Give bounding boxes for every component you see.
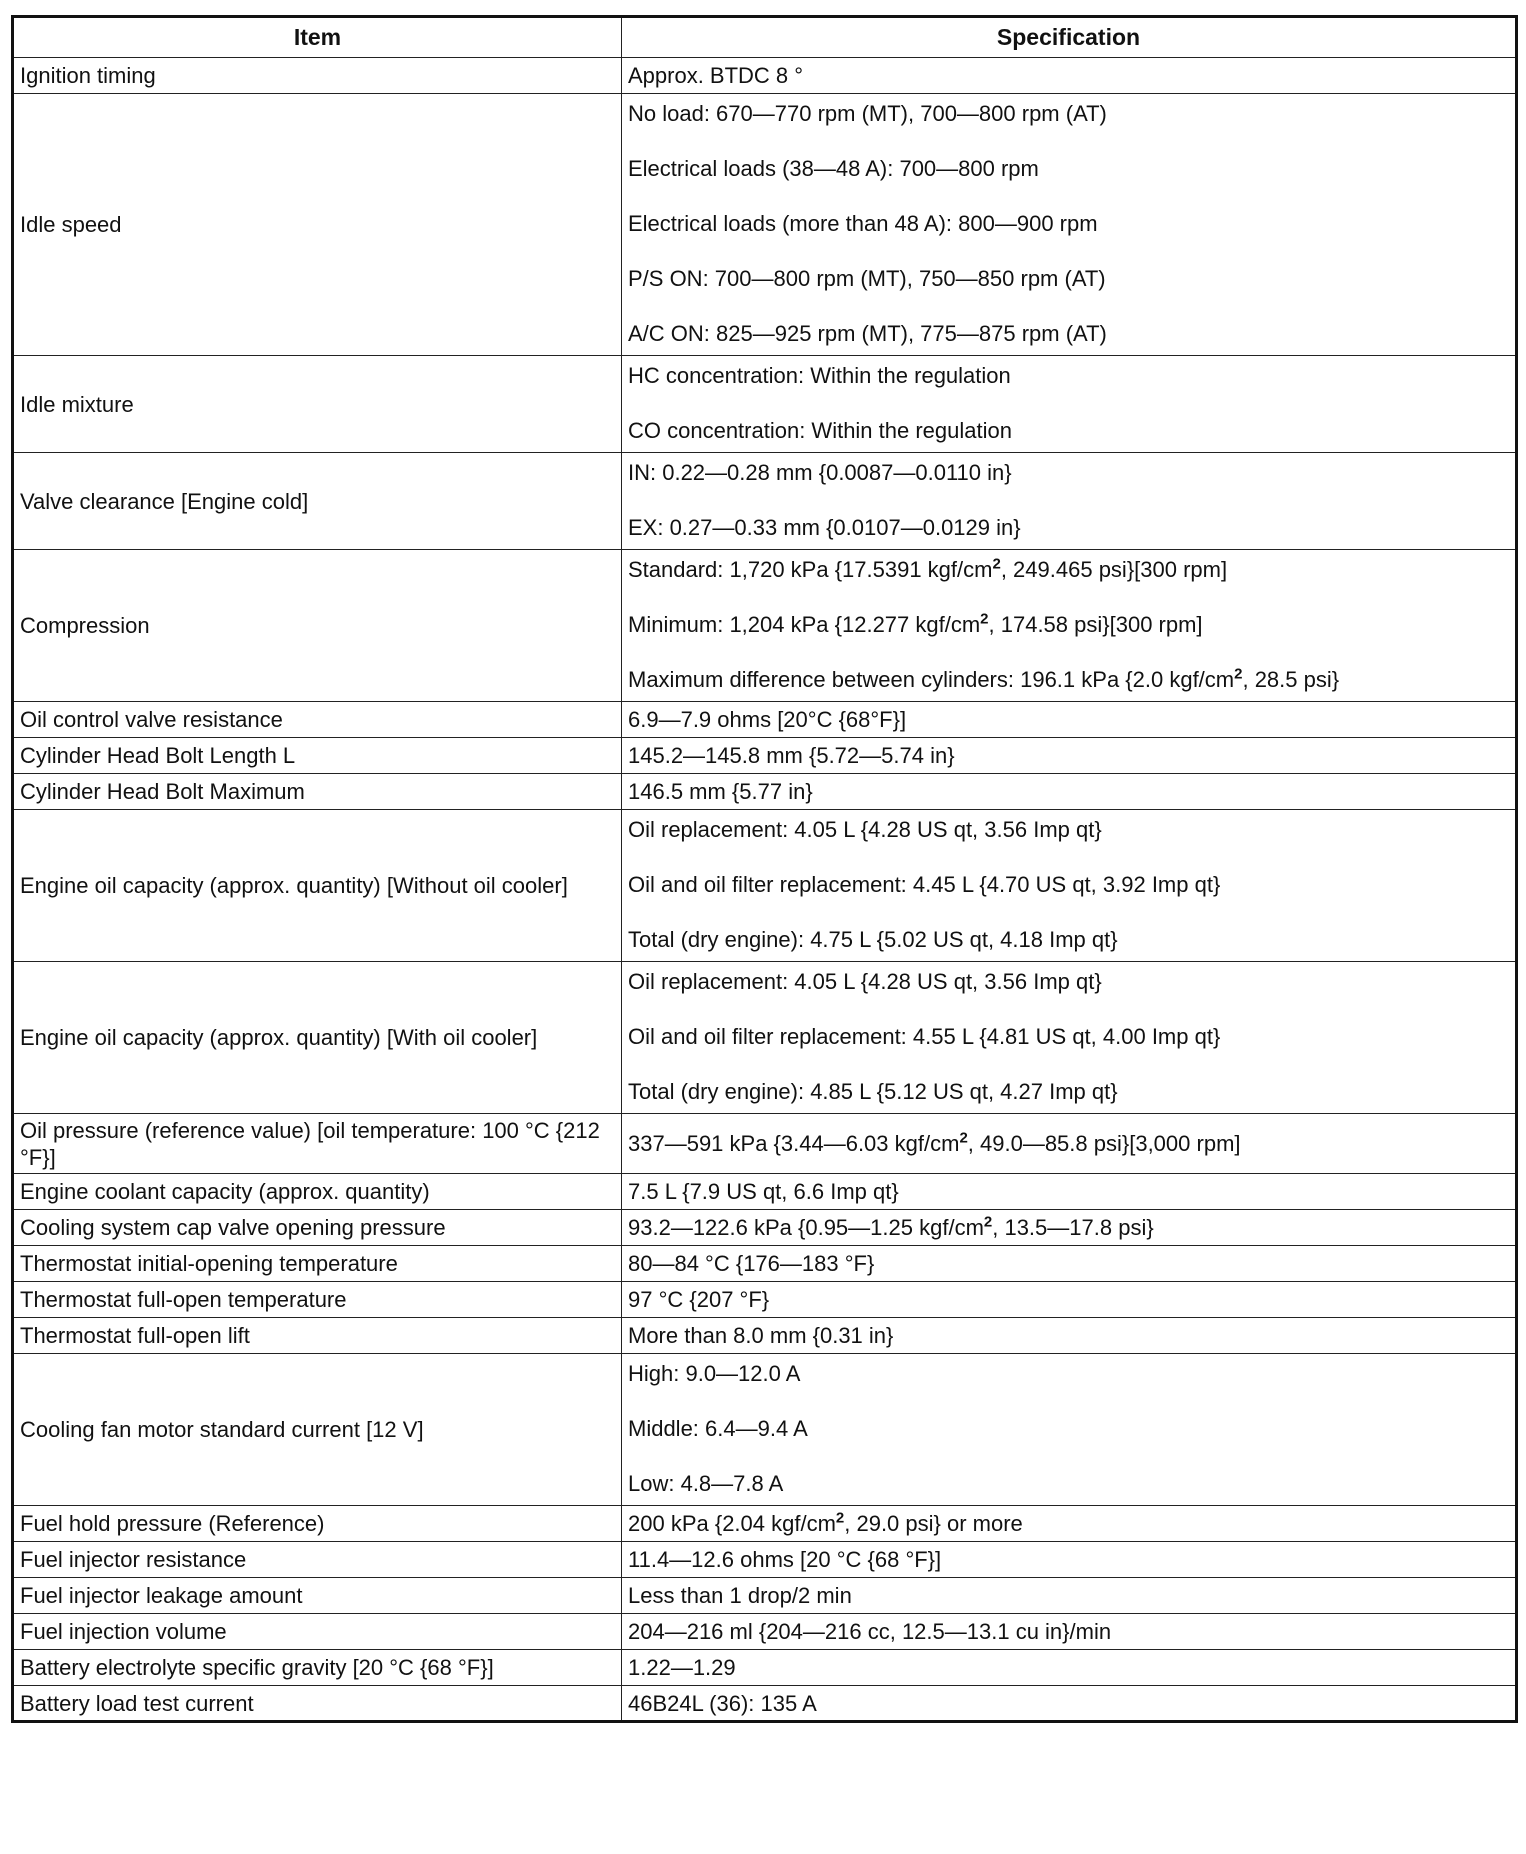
- item-cell: Cooling fan motor standard current [12 V]: [13, 1354, 622, 1506]
- table-row: [13, 1354, 1517, 1506]
- spec-line: [628, 660, 1509, 701]
- spec-line: Total (dry engine): 4.85 L {5.12 US qt, 4.27 Imp qt}: [628, 1079, 1118, 1104]
- table-row: [13, 1614, 1517, 1650]
- specification-cell: [622, 356, 1517, 453]
- spec-text-pre: 337—591 kPa {3.44—6.03 kgf/cm: [628, 1131, 960, 1156]
- spec-line: 80—84 °C {176—183 °F}: [628, 1251, 875, 1276]
- item-cell: Fuel injector leakage amount: [13, 1578, 622, 1614]
- table-row: [13, 58, 1517, 94]
- spec-line: 7.5 L {7.9 US qt, 6.6 Imp qt}: [628, 1179, 899, 1204]
- table-row: [13, 1506, 1517, 1542]
- spec-text-post: , 249.465 psi}[300 rpm]: [1000, 557, 1228, 582]
- spec-line: 1.22—1.29: [628, 1655, 736, 1680]
- spec-line: Electrical loads (38—48 A): 700—800 rpm: [628, 156, 1039, 181]
- superscript: 2: [835, 1509, 845, 1527]
- spec-text-post: , 28.5 psi}: [1242, 667, 1340, 692]
- spec-text-pre: Minimum: 1,204 kPa {12.277 kgf/cm: [628, 612, 981, 637]
- specification-cell: [622, 1282, 1517, 1318]
- item-cell: Fuel injector resistance: [13, 1542, 622, 1578]
- item-cell: Engine oil capacity (approx. quantity) [Without oil cooler]: [13, 810, 622, 962]
- specification-cell: [622, 1506, 1517, 1542]
- specification-cell: [622, 810, 1517, 962]
- spec-line: P/S ON: 700—800 rpm (MT), 750—850 rpm (AT): [628, 266, 1106, 291]
- specification-cell: [622, 962, 1517, 1114]
- item-cell: Oil control valve resistance: [13, 702, 622, 738]
- spec-line: EX: 0.27—0.33 mm {0.0107—0.0129 in}: [628, 515, 1021, 540]
- specification-cell: [622, 58, 1517, 94]
- item-cell: Thermostat full-open temperature: [13, 1282, 622, 1318]
- spec-line: Electrical loads (more than 48 A): 800—900 rpm: [628, 211, 1098, 236]
- spec-text-post: , 29.0 psi} or more: [844, 1511, 1023, 1536]
- table-row: [13, 550, 1517, 702]
- specification-cell: [622, 1174, 1517, 1210]
- spec-line: 204—216 ml {204—216 cc, 12.5—13.1 cu in}/min: [628, 1619, 1112, 1644]
- specification-cell: [622, 1542, 1517, 1578]
- spec-text-post: , 49.0—85.8 psi}[3,000 rpm]: [967, 1131, 1241, 1156]
- item-cell: Oil pressure (reference value) [oil temperature: 100 °C {212 °F}]: [13, 1114, 622, 1174]
- spec-line: Middle: 6.4—9.4 A: [628, 1416, 808, 1441]
- specification-cell: [622, 1210, 1517, 1246]
- spec-line: [628, 605, 1509, 660]
- superscript: 2: [1234, 665, 1243, 683]
- table-row: [13, 962, 1517, 1114]
- table-row: [13, 356, 1517, 453]
- spec-line: 145.2—145.8 mm {5.72—5.74 in}: [628, 743, 955, 768]
- spec-line: Low: 4.8—7.8 A: [628, 1471, 784, 1496]
- item-cell: Valve clearance [Engine cold]: [13, 453, 622, 550]
- table-row: [13, 94, 1517, 356]
- spec-text-post: , 174.58 psi}[300 rpm]: [988, 612, 1203, 637]
- spec-line: 46B24L (36): 135 A: [628, 1690, 817, 1716]
- table-row: [13, 1282, 1517, 1318]
- spec-text-pre: 200 kPa {2.04 kgf/cm: [628, 1511, 836, 1536]
- specification-cell: [622, 1318, 1517, 1354]
- specification-cell: [622, 774, 1517, 810]
- specification-cell: [622, 738, 1517, 774]
- header-row: [13, 17, 1517, 58]
- table-row: [13, 1686, 1517, 1722]
- item-cell: Battery load test current: [13, 1686, 622, 1722]
- spec-line: HC concentration: Within the regulation: [628, 363, 1011, 388]
- spec-text-post: , 13.5—17.8 psi}: [992, 1215, 1154, 1240]
- superscript: 2: [983, 1213, 993, 1231]
- item-cell: Engine coolant capacity (approx. quantity): [13, 1174, 622, 1210]
- table-row: [13, 1318, 1517, 1354]
- spec-text-pre: 93.2—122.6 kPa {0.95—1.25 kgf/cm: [628, 1215, 984, 1240]
- item-cell: Thermostat initial-opening temperature: [13, 1246, 622, 1282]
- header-item: Item: [13, 17, 622, 58]
- table-row: [13, 1578, 1517, 1614]
- item-cell: Idle mixture: [13, 356, 622, 453]
- specification-cell: [622, 1650, 1517, 1686]
- spec-line: High: 9.0—12.0 A: [628, 1361, 801, 1386]
- specification-cell: [622, 1614, 1517, 1650]
- spec-text-pre: Standard: 1,720 kPa {17.5391 kgf/cm: [628, 557, 993, 582]
- spec-line: CO concentration: Within the regulation: [628, 418, 1012, 443]
- spec-line: IN: 0.22—0.28 mm {0.0087—0.0110 in}: [628, 460, 1012, 485]
- item-cell: Cylinder Head Bolt Length L: [13, 738, 622, 774]
- table-row: [13, 702, 1517, 738]
- specification-cell: [622, 702, 1517, 738]
- specification-cell: [622, 1246, 1517, 1282]
- spec-line: 97 °C {207 °F}: [628, 1287, 770, 1312]
- item-cell: Engine oil capacity (approx. quantity) [With oil cooler]: [13, 962, 622, 1114]
- spec-line: Oil replacement: 4.05 L {4.28 US qt, 3.56 Imp qt}: [628, 817, 1102, 842]
- specification-cell: [622, 94, 1517, 356]
- spec-line: More than 8.0 mm {0.31 in}: [628, 1323, 894, 1348]
- specification-cell: [622, 550, 1517, 702]
- specification-cell: [622, 1354, 1517, 1506]
- spec-line: 146.5 mm {5.77 in}: [628, 779, 813, 804]
- table-row: [13, 1114, 1517, 1174]
- table-row: [13, 1174, 1517, 1210]
- item-cell: Fuel injection volume: [13, 1614, 622, 1650]
- spec-line: Oil and oil filter replacement: 4.45 L {4.70 US qt, 3.92 Imp qt}: [628, 872, 1221, 897]
- table-row: [13, 453, 1517, 550]
- spec-line: Less than 1 drop/2 min: [628, 1583, 852, 1608]
- spec-line: No load: 670—770 rpm (MT), 700—800 rpm (AT): [628, 101, 1107, 126]
- spec-line: 6.9—7.9 ohms [20°C {68°F}]: [628, 707, 907, 732]
- spec-text-pre: Maximum difference between cylinders: 196.1 kPa {2.0 kgf/cm: [628, 667, 1235, 692]
- specification-cell: [622, 453, 1517, 550]
- spec-line: Approx. BTDC 8 °: [628, 63, 804, 88]
- spec-line: Oil replacement: 4.05 L {4.28 US qt, 3.56 Imp qt}: [628, 969, 1102, 994]
- item-cell: Cylinder Head Bolt Maximum: [13, 774, 622, 810]
- spec-line: [628, 550, 1509, 605]
- spec-line: Oil and oil filter replacement: 4.55 L {4.81 US qt, 4.00 Imp qt}: [628, 1024, 1221, 1049]
- table-row: [13, 1210, 1517, 1246]
- table-row: [13, 1246, 1517, 1282]
- item-cell: Thermostat full-open lift: [13, 1318, 622, 1354]
- item-cell: Cooling system cap valve opening pressure: [13, 1210, 622, 1246]
- spec-line: Total (dry engine): 4.75 L {5.02 US qt, 4.18 Imp qt}: [628, 927, 1118, 952]
- item-cell: Idle speed: [13, 94, 622, 356]
- spec-table: [11, 15, 1518, 1723]
- item-cell: Ignition timing: [13, 58, 622, 94]
- specification-cell: [622, 1114, 1517, 1174]
- table-row: [13, 810, 1517, 962]
- specification-cell: [622, 1578, 1517, 1614]
- superscript: 2: [980, 610, 989, 628]
- item-cell: Compression: [13, 550, 622, 702]
- superscript: 2: [992, 555, 1001, 573]
- table-row: [13, 738, 1517, 774]
- item-cell: Fuel hold pressure (Reference): [13, 1506, 622, 1542]
- table-row: [13, 1650, 1517, 1686]
- superscript: 2: [959, 1129, 968, 1147]
- header-specification: Specification: [622, 17, 1517, 58]
- spec-line: A/C ON: 825—925 rpm (MT), 775—875 rpm (AT): [628, 321, 1107, 346]
- spec-body: [13, 58, 1517, 1722]
- specification-cell: [622, 1686, 1517, 1722]
- item-cell: Battery electrolyte specific gravity [20 °C {68 °F}]: [13, 1650, 622, 1686]
- table-row: [13, 1542, 1517, 1578]
- table-row: [13, 774, 1517, 810]
- spec-line: 11.4—12.6 ohms [20 °C {68 °F}]: [628, 1547, 942, 1572]
